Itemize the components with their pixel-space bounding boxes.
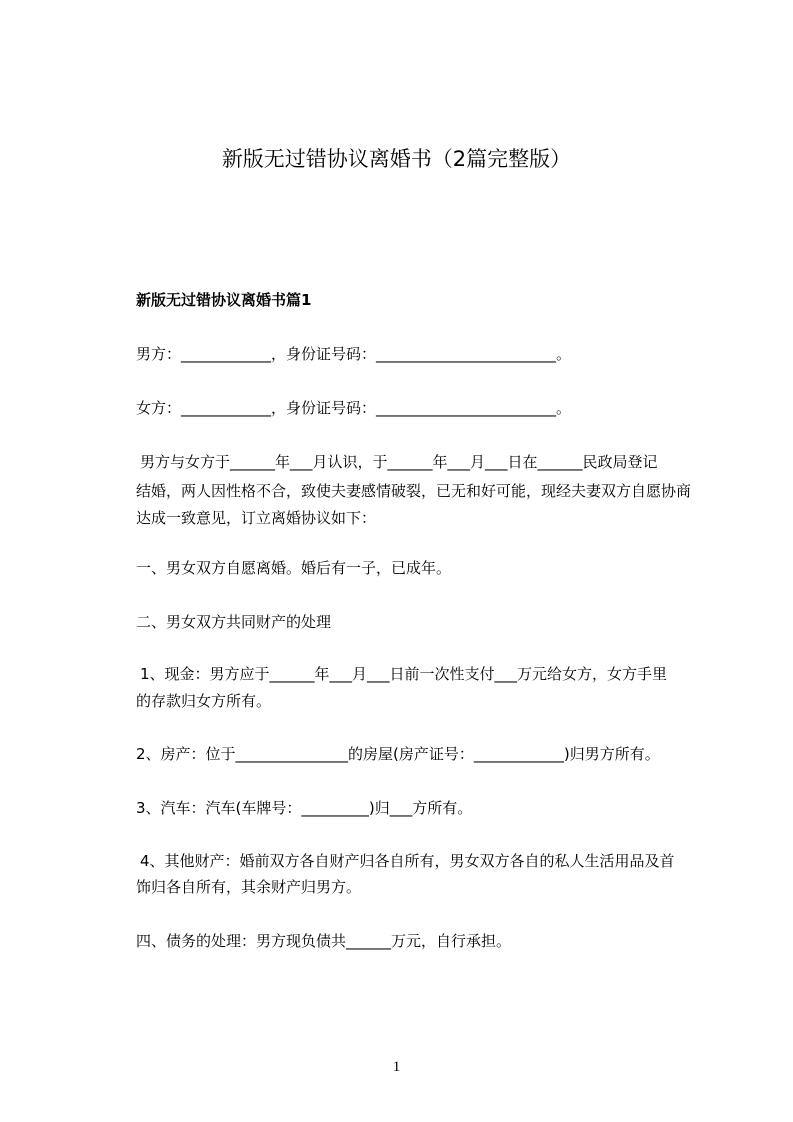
cash-clause-line-2: 的存款归女方所有。 bbox=[136, 692, 272, 710]
intro-paragraph-line-3: 达成一致意见，订立离婚协议如下： bbox=[136, 509, 377, 527]
other-property-line-2: 饰归各自所有，其余财产归男方。 bbox=[136, 878, 362, 896]
property-clause: 2、房产：位于_______________的房屋(房产证号：____________)归男方所有。 bbox=[136, 745, 660, 763]
debt-clause: 四、债务的处理：男方现负债共______万元，自行承担。 bbox=[136, 932, 512, 950]
clause-1: 一、男女双方自愿离婚。婚后有一子，已成年。 bbox=[136, 559, 452, 577]
other-property-line-1: 4、其他财产：婚前双方各自财产归各自所有，男女双方各自的私人生活用品及首 bbox=[140, 852, 675, 870]
cash-clause-line-1: 1、现金：男方应于______年___月___日前一次性支付___万元给女方，女方手里 bbox=[140, 665, 668, 683]
clause-2-heading: 二、男女双方共同财产的处理 bbox=[136, 613, 332, 631]
intro-paragraph-line-2: 结婚，两人因性格不合，致使夫妻感情破裂，已无和好可能，现经夫妻双方自愿协商 bbox=[136, 482, 692, 500]
document-title: 新版无过错协议离婚书（2篇完整版） bbox=[221, 147, 572, 171]
male-party-line: 男方：____________，身份证号码：________________________。 bbox=[136, 345, 572, 363]
female-party-line: 女方：____________，身份证号码：________________________。 bbox=[136, 399, 572, 417]
car-clause: 3、汽车：汽车(车牌号：_________)归___方所有。 bbox=[136, 799, 473, 817]
page-number: 1 bbox=[392, 1059, 401, 1075]
intro-paragraph-line-1: 男方与女方于______年___月认识，于______年___月___日在______民政局登记 bbox=[140, 453, 658, 471]
section-heading: 新版无过错协议离婚书篇1 bbox=[136, 291, 312, 309]
